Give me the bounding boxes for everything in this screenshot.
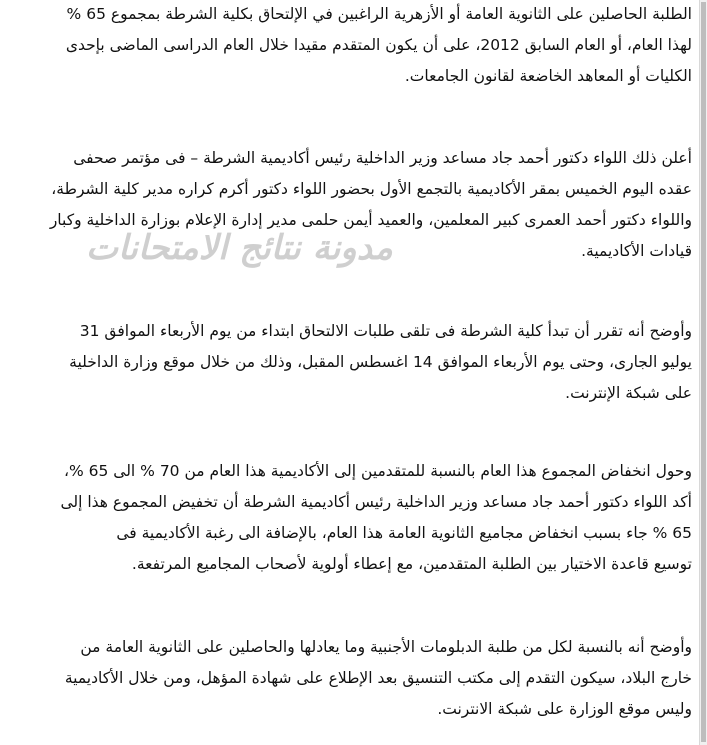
text-line: أكد اللواء دكتور أحمد جاد مساعد وزير الداخلية رئيس أكاديمية الشرطة أن تخفيض المجموع هذا إلى [60,493,692,511]
text-line: توسيع قاعدة الاختيار بين الطلبة المتقدمين، مع إعطاء أولوية لأصحاب المجاميع المرتفعة. [131,555,692,573]
text-line: عقده اليوم الخميس بمقر الأكاديمية بالتجمع الأول بحضور اللواء دكتور أكرم كراره مدير كلية الشرطة، [51,180,692,198]
paragraph-announcement [6,143,692,267]
text-line: يوليو الجارى، وحتى يوم الأربعاء الموافق 14 اغسطس المقبل، وذلك من خلال موقع وزارة الداخلية [69,353,692,371]
blog-watermark: مدونة نتائج الامتحانات [86,228,393,268]
paragraph-score-reduction [6,456,692,580]
text-line: وحول انخفاض المجموع هذا العام بالنسبة للمتقدمين إلى الأكاديمية هذا العام من 70 % الى 65 %، [63,462,692,480]
article-body [6,0,692,745]
paragraph-foreign-diplomas [6,632,692,725]
text-line: واللواء دكتور أحمد العمرى كبير المعلمين، والعميد أيمن حلمى مدير إدارة الإعلام بوزارة الداخلية وكبار [49,211,692,229]
text-line: وأوضح أنه تقرر أن تبدأ كلية الشرطة فى تلقى طلبات الالتحاق ابتداء من يوم الأربعاء الموافق 31 [79,322,692,340]
text-line: أعلن ذلك اللواء دكتور أحمد جاد مساعد وزير الداخلية رئيس أكاديمية الشرطة – فى مؤتمر صحفى [73,149,692,167]
scrollbar-thumb[interactable] [701,2,706,742]
text-line: الطلبة الحاصلين على الثانوية العامة أو الأزهرية الراغبين في الإلتحاق بكلية الشرطة بمجموع 65 % [66,5,692,23]
text-line: قيادات الأكاديمية. [581,242,692,260]
paragraph-eligibility [6,0,692,92]
vertical-scrollbar[interactable] [699,0,707,745]
paragraph-application-dates [6,316,692,409]
text-line: على شبكة الإنترنت. [565,384,692,402]
text-line: الكليات أو المعاهد الخاضعة لقانون الجامعات. [404,67,692,85]
text-line: لهذا العام، أو العام السابق 2012، على أن يكون المتقدم مقيدا خلال العام الدراسى الماضى بإحدى [65,36,692,54]
text-line: خارج البلاد، سيكون التقدم إلى مكتب التنسيق بعد الإطلاع على شهادة المؤهل، ومن خلال الأكاديمية [64,669,692,687]
text-line: وأوضح أنه بالنسبة لكل من طلبة الدبلومات الأجنبية وما يعادلها والحاصلين على الثانوية العامة من [80,638,692,656]
text-line: 65 % جاء بسبب انخفاض مجاميع الثانوية العامة هذا العام، بالإضافة الى رغبة الأكاديمية فى [116,524,692,542]
text-line: وليس موقع الوزارة على شبكة الانترنت. [437,700,692,718]
